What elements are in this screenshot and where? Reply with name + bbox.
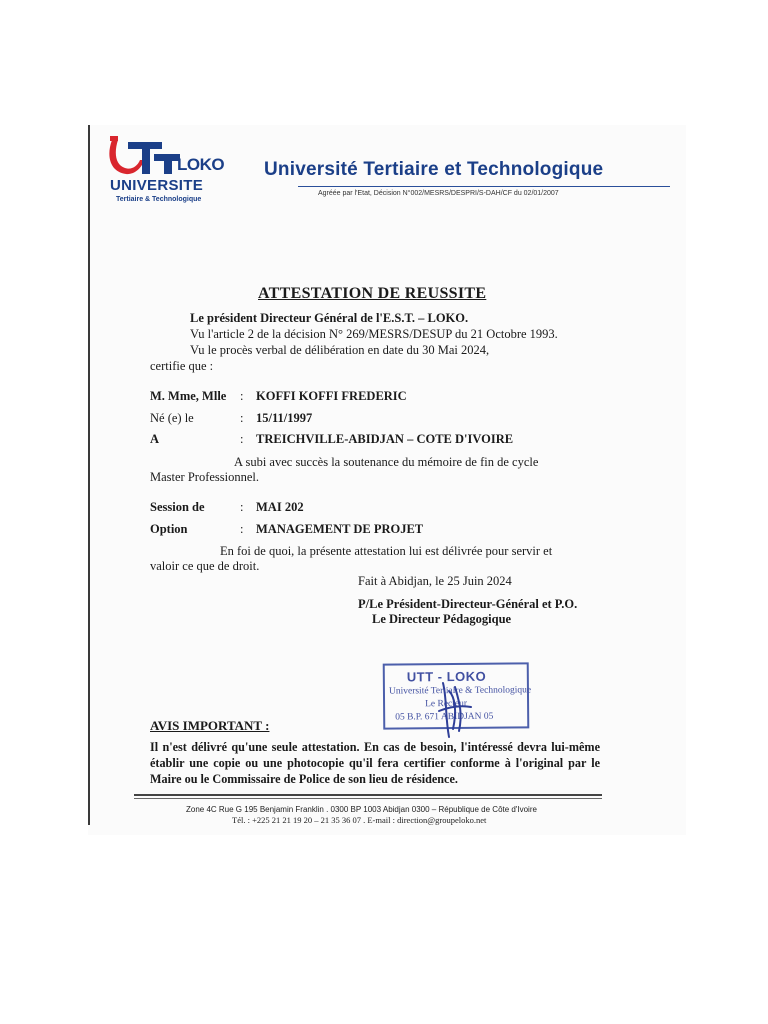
logo-universite-text: UNIVERSITE <box>110 177 204 194</box>
option-value: MANAGEMENT DE PROJET <box>256 522 424 536</box>
option-label: Option <box>150 522 188 536</box>
preamble-deliberation: Vu le procès verbal de délibération en date du 30 Mai 2024, <box>190 343 490 357</box>
option-colon: : <box>240 522 244 536</box>
notice-text: Il n'est délivré qu'une seule attestation. En cas de besoin, l'intéressé devra lui-même établir une copie ou une photocopie qu'il fera certifier conforme à l'original par le Maire ou le Commissaire de Police de son lieu de résidence. <box>150 740 600 786</box>
logo-subtitle: Tertiaire & Technologique <box>116 196 202 203</box>
stamp-line-address: 05 B.P. 671 ABIDJAN 05 <box>395 711 494 723</box>
name-colon: : <box>240 389 244 403</box>
born-label: Né (e) le <box>150 411 194 425</box>
footer-address: Zone 4C Rue G 195 Benjamin Franklin . 0300 BP 1003 Abidjan 0300 – République de Côte d'Ivoire <box>186 805 537 814</box>
session-label: Session de <box>150 500 205 514</box>
place-colon: : <box>240 432 244 446</box>
stamp-line-university: Université Tertiaire & Technologique <box>388 685 532 697</box>
signatory-role: P/Le Président-Directeur-Général et P.O. <box>358 597 578 611</box>
success-text-line1: A subi avec succès la soutenance du mémoire de fin de cycle <box>234 455 539 469</box>
born-colon: : <box>240 411 244 425</box>
preamble-president: Le président Directeur Général de l'E.S.T. – LOKO. <box>190 311 469 325</box>
place-value: TREICHVILLE-ABIDJAN – COTE D'IVOIRE <box>256 432 514 446</box>
approval-decision: Agréée par l'Etat, Décision N°002/MESRS/DESPRI/S-DAH/CF du 02/01/2007 <box>318 190 559 197</box>
footer-divider <box>134 794 602 796</box>
university-logo <box>106 134 236 206</box>
name-value: KOFFI KOFFI FREDERIC <box>256 389 407 403</box>
name-label: M. Mme, Mlle <box>150 389 227 403</box>
closing-text-line2: valoir ce que de droit. <box>150 559 260 573</box>
notice-title: AVIS IMPORTANT : <box>150 718 270 733</box>
born-value: 15/11/1997 <box>256 411 313 425</box>
footer-divider-thin <box>134 798 602 799</box>
university-name: Université Tertiaire et Technologique <box>264 159 604 180</box>
session-colon: : <box>240 500 244 514</box>
document-title: ATTESTATION DE REUSSITE <box>258 285 487 302</box>
place-label: A <box>150 432 160 446</box>
page-edge-line <box>88 125 90 825</box>
success-text-line2: Master Professionnel. <box>150 470 260 484</box>
place-date: Fait à Abidjan, le 25 Juin 2024 <box>358 574 512 588</box>
preamble-certify: certifie que : <box>150 359 214 373</box>
stamp-title: UTT - LOKO <box>406 668 487 685</box>
stamp-line-rector: Le Recteur <box>425 698 468 710</box>
logo-loko-text: LOKO <box>177 155 225 174</box>
signatory-title: Le Directeur Pédagogique <box>372 612 512 626</box>
handwritten-signature-icon <box>435 681 475 741</box>
header-divider <box>298 186 670 187</box>
closing-text-line1: En foi de quoi, la présente attestation lui est délivrée pour servir et <box>220 544 553 558</box>
session-value: MAI 202 <box>256 500 304 514</box>
footer-contact: Tél. : +225 21 21 19 20 – 21 35 36 07 . E-mail : direction@groupeloko.net <box>232 815 487 825</box>
preamble-article: Vu l'article 2 de la décision N° 269/MESRS/DESUP du 21 Octobre 1993. <box>190 327 558 341</box>
